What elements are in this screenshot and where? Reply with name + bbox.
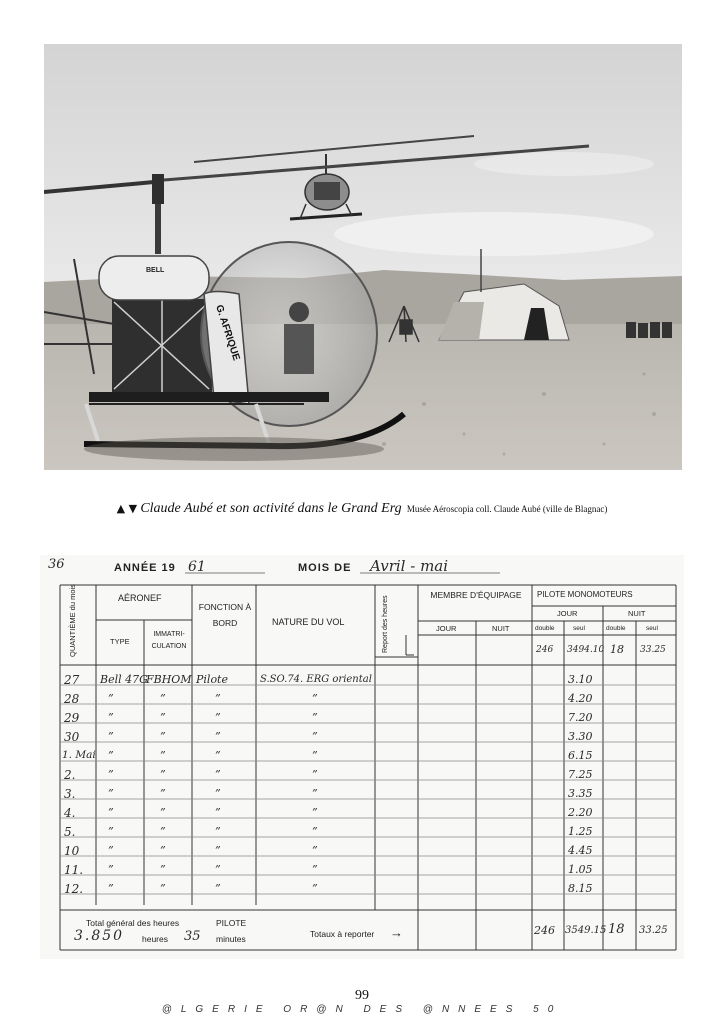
row-day: 30 xyxy=(64,730,80,744)
row-immat: ” xyxy=(160,749,166,762)
row-immat: FBHOM xyxy=(146,673,192,686)
svg-text:BELL: BELL xyxy=(146,267,165,274)
heures-label: heures xyxy=(142,934,168,944)
row-fonction: ” xyxy=(215,711,221,724)
row-immat: ” xyxy=(160,882,166,895)
row-fonction: ” xyxy=(215,768,221,781)
row-fonction: ” xyxy=(215,863,221,876)
row-seul: 6.15 xyxy=(568,749,593,762)
row-day: 3. xyxy=(64,787,76,801)
row-type: ” xyxy=(108,749,114,762)
minutes-label: minutes xyxy=(216,934,246,944)
mois-value: Avril - mai xyxy=(370,557,449,575)
row-fonction: ” xyxy=(215,825,221,838)
row-day: 29 xyxy=(64,711,80,725)
row-fonction: ” xyxy=(215,749,221,762)
pilote-label: PILOTE xyxy=(216,918,247,928)
row-seul: 2.20 xyxy=(568,806,593,819)
caption-arrows: ▲ ▼ xyxy=(116,502,138,515)
totaux-double-nuit: 18 xyxy=(608,922,625,937)
row-nature: ” xyxy=(312,863,318,876)
total-general-label: Total général des heures xyxy=(86,918,180,928)
row-immat: ” xyxy=(160,806,166,819)
totaux-double-jour: 246 xyxy=(534,924,555,937)
row-nature: ” xyxy=(312,711,318,724)
header-nature: NATURE DU VOL xyxy=(272,617,345,627)
header-immatriculation: IMMATRI- CULATION xyxy=(151,631,187,650)
svg-text:G. AFRIQUE: G. AFRIQUE xyxy=(213,303,242,363)
row-type: ” xyxy=(108,768,114,781)
row-seul: 1.25 xyxy=(568,825,593,838)
page-number: 99 xyxy=(355,988,369,1003)
row-day: 28 xyxy=(64,692,80,706)
row-seul: 1.05 xyxy=(568,863,593,876)
header-jour-membre: JOUR xyxy=(436,624,457,633)
header-jour-pilote: JOUR xyxy=(557,609,578,618)
row-seul: 7.25 xyxy=(568,768,593,781)
row-seul: 4.20 xyxy=(568,692,593,705)
total-minutes: 35 xyxy=(184,929,201,944)
helicopter-scene xyxy=(44,44,682,470)
cloud xyxy=(474,152,654,176)
row-nature: ” xyxy=(312,692,318,705)
report-seul-jour: 3494.10 xyxy=(567,645,605,655)
header-pilote-mono: PILOTE MONOMOTEURS xyxy=(537,590,633,599)
total-hours: 3.850 xyxy=(74,928,125,944)
row-nature: ” xyxy=(312,787,318,800)
row-seul: 3.10 xyxy=(568,673,593,686)
header-seul-nuit: seul xyxy=(646,625,658,632)
row-type: ” xyxy=(108,825,114,838)
row-nature: ” xyxy=(312,882,318,895)
row-seul: 7.20 xyxy=(568,711,593,724)
row-immat: ” xyxy=(160,863,166,876)
header-report: Report des heures xyxy=(382,595,389,653)
totaux-seul-jour: 3549.15 xyxy=(565,925,607,936)
header-quantieme: QUANTIÈME du mois xyxy=(68,584,77,657)
row-immat: ” xyxy=(160,692,166,705)
row-day: 27 xyxy=(64,673,80,687)
totaux-seul-nuit: 33.25 xyxy=(639,925,668,936)
row-immat: ” xyxy=(160,787,166,800)
row-type: ” xyxy=(108,711,114,724)
row-day: 1. Mai xyxy=(62,749,96,761)
report-seul-nuit: 33.25 xyxy=(640,645,666,655)
row-immat: ” xyxy=(160,768,166,781)
caption-text: Claude Aubé et son activité dans le Grand Erg xyxy=(140,501,402,516)
totaux-label: Totaux à reporter xyxy=(310,929,375,939)
page-corner-number: 36 xyxy=(48,557,65,572)
header-aeronef: AÉRONEF xyxy=(118,593,162,603)
row-type: ” xyxy=(108,787,114,800)
mois-label: MOIS DE xyxy=(298,562,352,574)
helicopter-photo xyxy=(44,44,682,470)
row-type: ” xyxy=(108,692,114,705)
pilot-logbook-page xyxy=(40,555,684,959)
row-nature: ” xyxy=(312,749,318,762)
header-double-jour: double xyxy=(535,625,555,632)
row-seul: 4.45 xyxy=(568,844,593,857)
row-nature: ” xyxy=(312,825,318,838)
header-nuit-pilote: NUIT xyxy=(628,609,646,618)
header-nuit-membre: NUIT xyxy=(492,624,510,633)
row-nature: ” xyxy=(312,730,318,743)
row-type: ” xyxy=(108,863,114,876)
caption-credit: Musée Aéroscopia coll. Claude Aubé (ville de Blagnac) xyxy=(406,504,608,514)
header-type: TYPE xyxy=(110,637,130,646)
row-fonction: ” xyxy=(215,730,221,743)
row-immat: ” xyxy=(160,825,166,838)
row-day: 11. xyxy=(64,863,84,877)
row-seul: 8.15 xyxy=(568,882,593,895)
row-fonction: ” xyxy=(215,844,221,857)
row-fonction: ” xyxy=(215,787,221,800)
row-type: ” xyxy=(108,882,114,895)
row-day: 4. xyxy=(64,806,76,820)
footer-title: @LGERIE OR@N DES @NNEES 50 xyxy=(161,1004,563,1015)
row-nature: S.SO.74. ERG oriental xyxy=(260,674,372,685)
row-type: ” xyxy=(108,730,114,743)
row-day: 12. xyxy=(64,882,84,896)
row-fonction: ” xyxy=(215,806,221,819)
annee-label: ANNÉE 19 xyxy=(114,562,176,574)
totaux-arrow-icon: → xyxy=(390,925,403,940)
row-seul: 3.30 xyxy=(568,730,593,743)
row-type: ” xyxy=(108,844,114,857)
row-immat: ” xyxy=(160,844,166,857)
row-fonction: ” xyxy=(215,692,221,705)
row-immat: ” xyxy=(160,730,166,743)
row-type: ” xyxy=(108,806,114,819)
header-fonction: FONCTION À BORD xyxy=(198,602,252,628)
cloud xyxy=(334,212,654,256)
row-day: 5. xyxy=(64,825,76,839)
row-type: Bell 47G xyxy=(100,673,148,686)
row-nature: ” xyxy=(312,768,318,781)
header-membre: MEMBRE D'ÉQUIPAGE xyxy=(430,590,522,600)
row-fonction: ” xyxy=(215,882,221,895)
report-double-nuit: 18 xyxy=(610,643,624,656)
header-double-nuit: double xyxy=(606,625,626,632)
photo-caption xyxy=(0,500,724,517)
header-seul-jour: seul xyxy=(573,625,585,632)
annee-value: 61 xyxy=(188,559,206,575)
row-day: 10 xyxy=(64,844,80,858)
report-double-jour: 246 xyxy=(536,645,554,655)
row-immat: ” xyxy=(160,711,166,724)
row-nature: ” xyxy=(312,844,318,857)
row-nature: ” xyxy=(312,806,318,819)
row-fonction: Pilote xyxy=(196,673,228,686)
row-seul: 3.35 xyxy=(568,787,593,800)
row-day: 2. xyxy=(64,768,76,782)
